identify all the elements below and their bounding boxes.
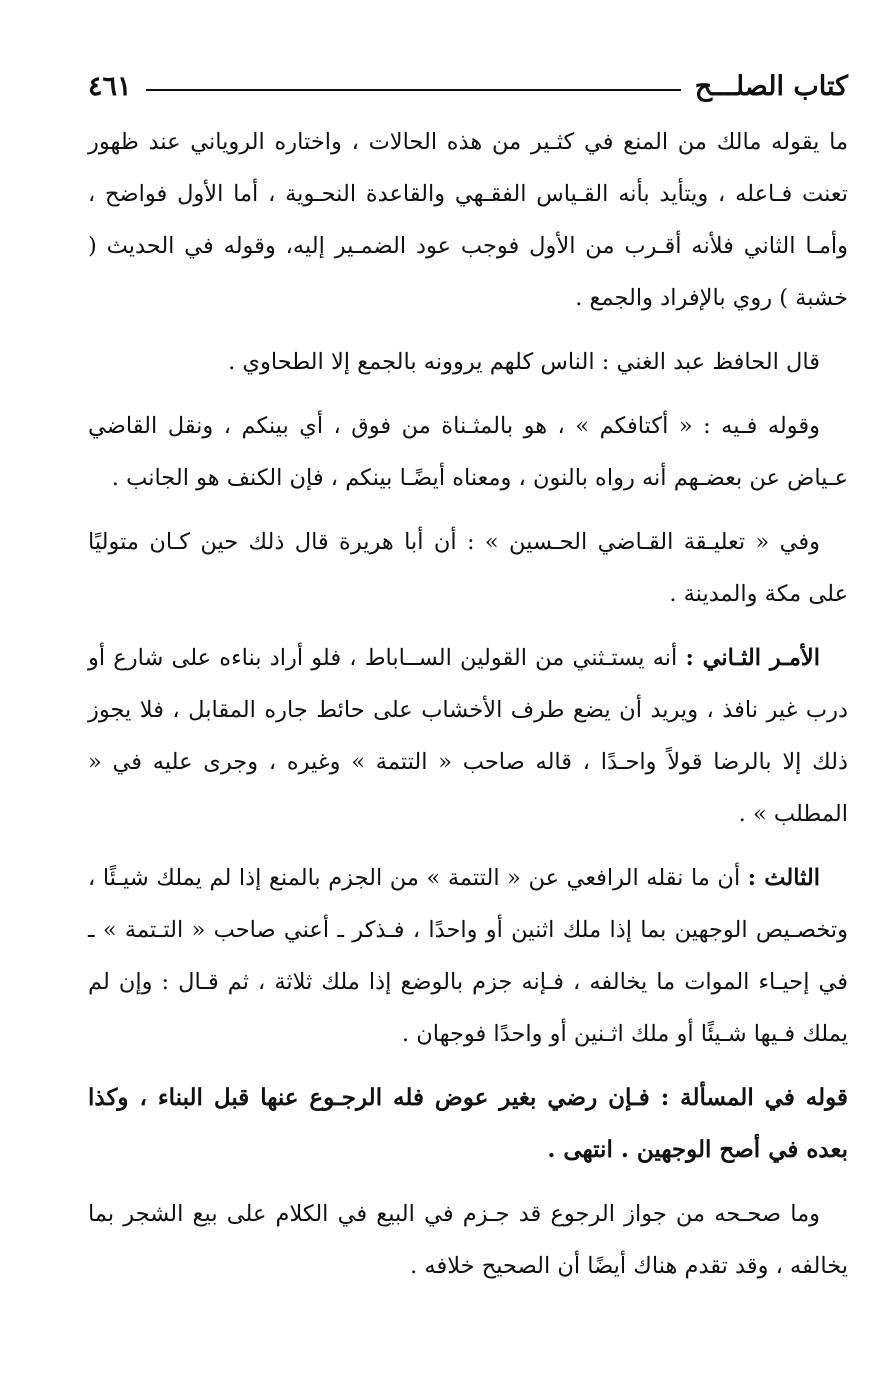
- paragraph-8-text: وما صحـحه من جواز الرجوع قد جـزم في البيع في الكلام على بيع الشجر بما يخالفه ، وقد تقدم هناك أيضًا أن الصحيح خلافه .: [88, 1201, 848, 1279]
- paragraph-5-text: أنه يستـثني من القولين الســاباط ، فلو أراد بناءه على شارع أو درب غير نافذ ، ويريد أن يضع طرف الأخشاب على حائط جاره المقابل ، فلا يجوز ذلك إلا بالرضا قولاً واحـدًا ، قاله صاحب « التتمة » وغيره ، وجرى عليه في « المطلب » .: [88, 645, 848, 827]
- page-number: ٤٦١: [88, 70, 132, 102]
- paragraph-8: [88, 1188, 848, 1292]
- paragraph-5: [88, 632, 848, 840]
- paragraph-4: [88, 516, 848, 620]
- chapter-title: كتاب الصلـــح: [694, 70, 848, 102]
- paragraph-2-text: قال الحافظ عبد الغني : الناس كلهم يروونه بالجمع إلا الطحاوي .: [228, 349, 820, 375]
- header-rule: [146, 89, 681, 91]
- paragraph-3-text: وقوله فـيه : « أكتافكم » ، هو بالمثـناة من فوق ، أي بينكم ، ونقل القاضي عـياض عن بعضـهم أنه رواه بالنون ، ومعناه أيضًـا بينكم ، فإن الكنف هو الجانب .: [88, 413, 848, 491]
- paragraph-1: [88, 116, 848, 324]
- paragraph-7: [88, 1072, 848, 1176]
- paragraph-7-text: قوله في المسألة : فـإن رضي بغير عوض فله الرجـوع عنها قبل البناء ، وكذا بعده في أصح الوجهين . انتهى .: [88, 1084, 848, 1163]
- paragraph-4-text: وفي « تعليـقة القـاضي الحـسين » : أن أبا هريرة قال ذلك حين كـان متوليًا على مكة والمدينة .: [88, 529, 848, 607]
- paragraph-6-lead: الثالث :: [747, 865, 821, 891]
- paragraph-6: [88, 852, 848, 1060]
- paragraph-5-lead: الأمـر الثـاني :: [685, 645, 820, 671]
- paragraph-3: [88, 400, 848, 504]
- paragraph-1-text: ما يقوله مالك من المنع في كثـير من هذه الحالات ، واختاره الروياني عند ظهور تعنت فـاعله ، ويتأيد بأنه القـياس الفقـهي والقاعدة النحـوية ، أما الأول فواضح ، وأمـا الثاني فلأنه أقـرب من الأول فوجب عود الضمـير إليه، وقوله في الحديث ( خشبة ) روي بالإفراد والجمع .: [88, 129, 848, 311]
- paragraph-2: [88, 336, 848, 388]
- page: [88, 60, 848, 1304]
- paragraph-6-text: أن ما نقله الرافعي عن « التتمة » من الجزم بالمنع إذا لم يملك شيـئًا ، وتخصـيص الوجهين بما إذا ملك اثنين أو واحدًا ، فـذكر ـ أعني صاحب « التـتمة » ـ في إحيـاء الموات ما يخالفه ، فـإنه جزم بالوضع إذا ملك ثلاثة ، ثم قـال : وإن لم يملك فـيها شـيئًا أو ملك اثـنين أو واحدًا فوجهان .: [88, 865, 848, 1047]
- running-header: [88, 60, 848, 112]
